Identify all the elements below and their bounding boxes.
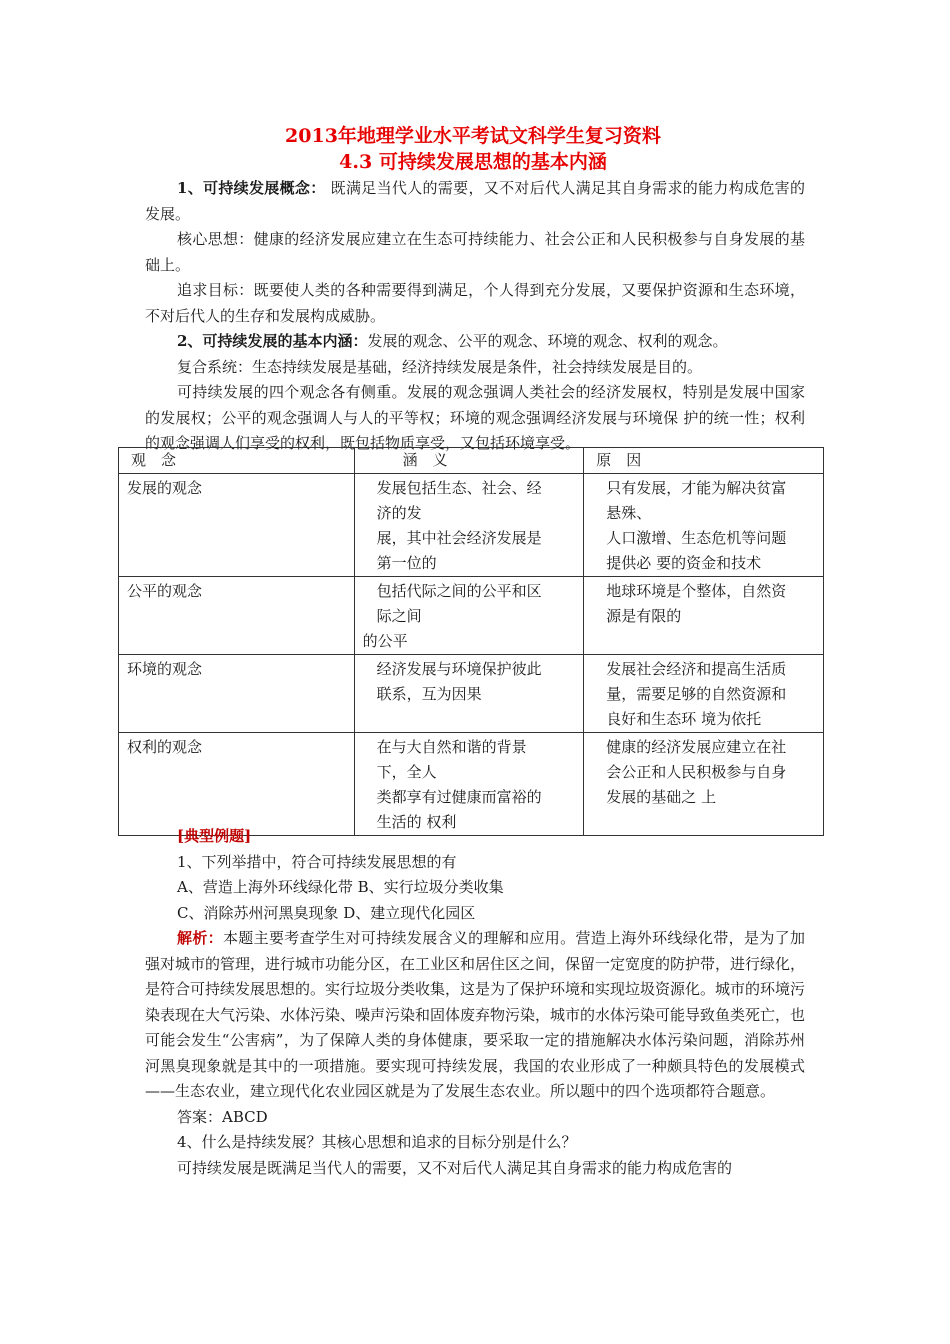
table-row: [119, 577, 824, 655]
four-concepts-paragraph: 可持续发展的四个观念各有侧重。发展的观念强调人类社会的经济发展权，特别是发展中国家的发展权；公平的观念强调人与人的平等权；环境的观念强调经济发展与环境保 护的统一性；权利的观念强调人们享受的权利，既包括物质享受，又包括环境享受。: [145, 383, 805, 452]
row-reason: 健康的经济发展应建立在社 会公正和人民积极参与自身 发展的基础之 上: [584, 733, 824, 836]
row-reason: 发展社会经济和提高生活质 量，需要足够的自然资源和 良好和生态环 境为依托: [584, 655, 824, 733]
question-4-answer: 可持续发展是既满足当代人的需要，又不对后代人满足其自身需求的能力构成危害的: [177, 1158, 733, 1177]
row-meaning: 在与大自然和谐的背景 下，全人 类都享有过健康而富裕的 生活的 权利: [354, 733, 584, 836]
table-row: [119, 733, 824, 836]
table-row: [119, 474, 824, 577]
header-reason: 原 因: [584, 448, 824, 474]
analysis-text: 本题主要考查学生对可持续发展含义的理解和应用。营造上海外环线绿化带，是为了加强对城市的管理，进行城市功能分区，在工业区和居住区之间，保留一定宽度的防护带，进行绿化，是符合可持续发展思想的。实行垃圾分类收集，这是为了保护环境和实现垃圾资源化。城市的环境污染表现在大气污染、水体污染、噪声污染和固体废弃物污染，城市的水体污染可能导致鱼类死亡，也可能会发生“公害病”，为了保障人类的身体健康，要采取一定的措施解决水体污染问题，消除苏州河黑臭现象就是其中的一项措施。要实现可持续发展，我国的农业形成了一种颇具特色的发展模式——生态农业，建立现代化农业园区就是为了发展生态农业。所以题中的四个选项都符合题意。: [145, 929, 806, 1100]
answer-line: 答案：ABCD: [177, 1107, 268, 1126]
row-meaning: 发展包括生态、社会、经 济的发 展，其中社会经济发展是 第一位的: [354, 474, 584, 577]
analysis-paragraph: [145, 926, 805, 1105]
row-concept: 权利的观念: [119, 733, 355, 836]
connotation-text: 发展的观念、公平的观念、环境的观念、权利的观念。: [367, 332, 728, 350]
header-concept: 观 念: [119, 448, 355, 474]
row-concept: 环境的观念: [119, 655, 355, 733]
connotation-paragraph: [145, 329, 805, 355]
table-row: [119, 655, 824, 733]
analysis-label: 解析：: [177, 929, 223, 947]
header-meaning: 涵 义: [354, 448, 584, 474]
goal-paragraph: 追求目标：既要使人类的各种需要得到满足，个人得到充分发展，又要保护资源和生态环境，不对后代人的生存和发展构成威胁。: [145, 281, 805, 325]
question-4: 4、什么是持续发展？其核心思想和追求的目标分别是什么？: [177, 1133, 577, 1151]
document-title: 2013年地理学业水平考试文科学生复习资料: [285, 125, 661, 147]
row-concept: 发展的观念: [119, 474, 355, 577]
core-idea-paragraph: 核心思想：健康的经济发展应建立在生态可持续能力、社会公正和人民积极参与自身发展的基础上。: [145, 230, 805, 274]
table-header-row: [119, 448, 824, 474]
row-meaning: 经济发展与环境保护彼此 联系，互为因果: [354, 655, 584, 733]
row-reason: 只有发展，才能为解决贫富 悬殊、 人口激增、生态危机等问题 提供必 要的资金和技术: [584, 474, 824, 577]
examples-section: [145, 824, 805, 1181]
concept-paragraph: [145, 176, 805, 227]
composite-system-paragraph: 复合系统：生态持续发展是基础，经济持续发展是条件，社会持续发展是目的。: [177, 357, 703, 376]
connotation-label: 2、可持续发展的基本内涵：: [177, 332, 368, 350]
options-ab: A、营造上海外环线绿化带 B、实行垃圾分类收集: [177, 878, 504, 896]
row-reason: 地球环境是个整体，自然资 源是有限的: [584, 577, 824, 655]
concept-label: 1、可持续发展概念：: [177, 179, 326, 197]
options-cd: C、消除苏州河黑臭现象 D、建立现代化园区: [177, 903, 476, 922]
examples-heading: [典型例题]: [177, 827, 252, 845]
section-title: 4.3 可持续发展思想的基本内涵: [339, 151, 607, 173]
row-meaning: 包括代际之间的公平和区 际之间 的公平: [354, 577, 584, 655]
question-1: 1、下列举措中，符合可持续发展思想的有: [177, 852, 457, 871]
section-1-body: [145, 176, 805, 457]
row-concept: 公平的观念: [119, 577, 355, 655]
concept-text: 既满足当代人的需要，又不对后代人满足其自身需求的能力构成危害的发展。: [145, 179, 805, 223]
concepts-table: [118, 447, 824, 836]
